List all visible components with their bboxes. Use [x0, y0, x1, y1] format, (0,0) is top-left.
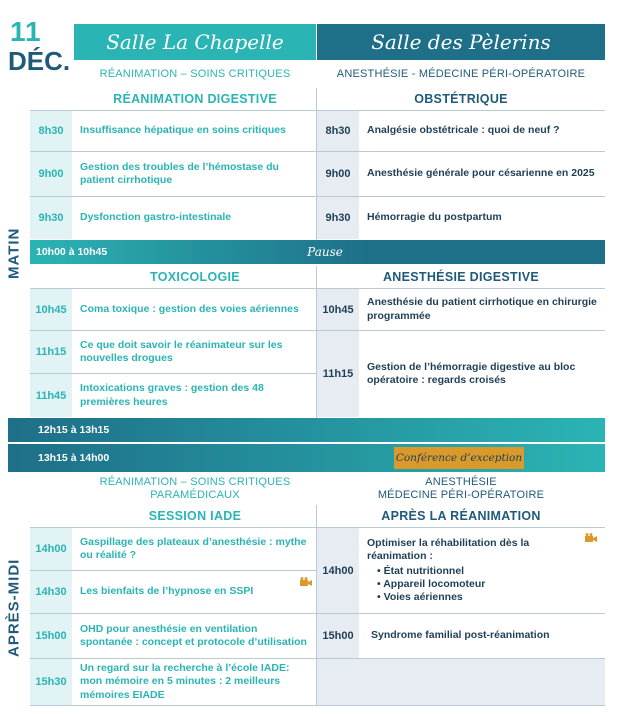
track-right: ANESTHÉSIE - MÉDECINE PÉRI-OPÉRATOIRE [336, 68, 586, 80]
empty-cell [317, 659, 605, 705]
time-slot: 8h30 [317, 111, 359, 151]
pause-time: 10h00 à 10h45 [36, 246, 108, 258]
time-slot: 15h30 [30, 659, 72, 705]
time-slot: 14h00 [317, 528, 359, 613]
list-item: • État nutritionnel [377, 565, 485, 578]
pause-label: Pause [307, 245, 343, 259]
section-toxicologie: TOXICOLOGIE [150, 270, 240, 284]
track-afternoon-right-line2: MÉDECINE PÉRI-OPÉRATOIRE [377, 489, 545, 501]
time-slot: 11h15 [317, 331, 359, 417]
talk-title: Ce que doit savoir le réanimateur sur les nouvelles drogues [80, 338, 283, 364]
track-afternoon-left-line1: RÉANIMATION – SOINS CRITIQUES [99, 475, 291, 488]
track-left: RÉANIMATION – SOINS CRITIQUES [99, 68, 291, 80]
room-right-header: Salle des Pèlerins [317, 24, 605, 60]
track-afternoon-right-line1: ANESTHÉSIE [425, 475, 497, 488]
talk-title: Syndrome familial post-réanimation [371, 629, 550, 642]
list-item: • Voies aériennes [377, 591, 485, 604]
time-slot: 9h00 [30, 152, 72, 196]
talk-title: Hémorragie du postpartum [367, 211, 502, 224]
track-afternoon-left [74, 475, 316, 503]
time-slot: 15h00 [30, 614, 72, 658]
time-slot: 8h30 [30, 111, 72, 151]
date-month: DÉC. [8, 46, 71, 76]
talk-title: Optimiser la réhabilitation dès la réanimation : [367, 536, 530, 562]
talk-title: OHD pour anesthésie en ventilation spontanée : concept et protocole d’utilisation [80, 622, 307, 648]
talk-title: Gestion de l’hémorragie digestive au bloc opératoire : regards croisés [367, 360, 576, 386]
section-apres-reanimation: APRÈS LA RÉANIMATION [381, 509, 541, 523]
time-slot: 9h00 [317, 152, 359, 196]
time-slot: 15h00 [317, 614, 359, 658]
time-slot: 11h45 [30, 374, 72, 417]
talk-title: Anesthésie du patient cirrhotique en chirurgie programmée [367, 296, 597, 322]
lunch-time: 12h15 à 13h15 [38, 424, 110, 436]
section-session-iade: SESSION IADE [148, 509, 242, 523]
conference-label: Conférence d’exception [394, 447, 524, 469]
date-day: 11 [10, 16, 42, 47]
talk-title: Insuffisance hépatique en soins critiques [80, 124, 286, 137]
talk-title: Dysfonction gastro-intestinale [80, 211, 232, 224]
bullet-list [367, 565, 485, 604]
section-anesthesie-digestive: ANESTHÉSIE DIGESTIVE [382, 270, 540, 284]
time-slot: 9h30 [30, 197, 72, 239]
talk-title: Anesthésie générale pour césarienne en 2025 [367, 167, 595, 180]
room-left-header: Salle La Chapelle [74, 24, 316, 60]
track-afternoon-right [317, 475, 605, 503]
talk-title: Intoxications graves : gestion des 48 premières heures [80, 382, 264, 408]
section-obstetrique: OBSTÉTRIQUE [414, 92, 508, 106]
talk-title: Un regard sur la recherche à l’école IADE: mon mémoire en 5 minutes : 2 meilleurs mémoires EIADE [80, 662, 290, 701]
track-afternoon-left-line2: PARAMÉDICAUX [150, 489, 240, 501]
talk-title: Analgésie obstétricale : quoi de neuf ? [367, 124, 560, 137]
list-item: • Appareil locomoteur [377, 578, 485, 591]
talk-title: Les bienfaits de l’hypnose en SSPI [80, 585, 254, 598]
talk-title: Gestion des troubles de l’hémostase du patient cirrhotique [80, 160, 279, 186]
section-reanimation-digestive: RÉANIMATION DIGESTIVE [113, 92, 277, 106]
time-slot: 11h15 [30, 331, 72, 373]
side-label-afternoon: APRÈS-MIDI [5, 558, 23, 657]
talk-block [361, 528, 581, 613]
conference-time: 13h15 à 14h00 [38, 452, 110, 464]
lunch-bar [8, 418, 605, 442]
talk-title: Coma toxique : gestion des voies aériennes [80, 302, 299, 315]
time-slot: 10h45 [30, 289, 72, 330]
time-slot: 10h45 [317, 289, 359, 330]
side-label-morning: MATIN [5, 227, 23, 279]
talk-title: Gaspillage des plateaux d’anesthésie : mythe ou réalité ? [80, 535, 307, 561]
video-camera-icon [585, 533, 597, 543]
video-camera-icon [300, 577, 312, 587]
time-slot: 14h30 [30, 571, 72, 613]
time-slot: 14h00 [30, 528, 72, 570]
time-slot: 9h30 [317, 197, 359, 239]
